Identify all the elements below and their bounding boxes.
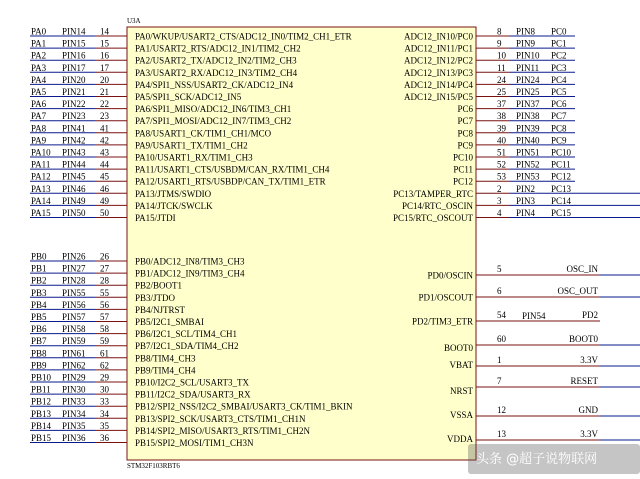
pin-function-PC1: ADC12_IN11/PC1 bbox=[404, 43, 473, 54]
pin-function-PC12: PC12 bbox=[452, 176, 473, 187]
net-label-PA1: PA1 bbox=[31, 38, 47, 49]
pin-function-PB14: PB14/SPI2_MISO/USART3_RTS/TIM1_CH2N bbox=[135, 425, 310, 436]
pin-function-PC4: ADC12_IN14/PC4 bbox=[403, 79, 473, 90]
pin-number-30: 30 bbox=[100, 384, 109, 395]
net-label-GND: GND bbox=[578, 405, 598, 415]
pin-name-PIN9: PIN9 bbox=[516, 38, 536, 49]
pin-function-PC15: PC15/RTC_OSCOUT bbox=[393, 213, 473, 223]
pin-number-26: 26 bbox=[100, 251, 109, 262]
net-label-3.3V: 3.3V bbox=[580, 355, 598, 365]
pin-number-36: 36 bbox=[100, 433, 109, 443]
pin-number-39: 39 bbox=[497, 123, 506, 134]
pin-name-PIN40: PIN40 bbox=[516, 135, 540, 146]
pin-number-25: 25 bbox=[497, 87, 506, 97]
pin-number-56: 56 bbox=[100, 299, 109, 310]
pin-number-44: 44 bbox=[100, 159, 109, 170]
net-label-PB2: PB2 bbox=[31, 275, 47, 286]
pin-function-PC2: ADC12_IN12/PC2 bbox=[403, 55, 473, 66]
pin-name-PIN58: PIN58 bbox=[62, 324, 86, 335]
pin-number-3: 3 bbox=[497, 195, 502, 206]
pin-name-PIN30: PIN30 bbox=[62, 384, 86, 395]
pin-number-14: 14 bbox=[100, 26, 109, 37]
pin-number-9: 9 bbox=[497, 38, 502, 49]
pin-number-37: 37 bbox=[497, 99, 506, 110]
pin-number-42: 42 bbox=[100, 135, 109, 146]
net-label-PA12: PA12 bbox=[31, 171, 51, 182]
pin-function-PA10: PA10/USART1_RX/TIM1_CH3 bbox=[135, 152, 253, 163]
pin-number-41: 41 bbox=[100, 123, 109, 134]
net-label-PC3: PC3 bbox=[551, 62, 567, 73]
pin-function-PC9: PC9 bbox=[457, 140, 473, 151]
net-label-PB5: PB5 bbox=[31, 312, 47, 322]
pin-name-PIN2: PIN2 bbox=[516, 183, 536, 194]
pin-function-PC6: PC6 bbox=[457, 104, 473, 115]
pin-name-PIN34: PIN34 bbox=[62, 408, 86, 419]
net-label-OSC_IN: OSC_IN bbox=[566, 264, 598, 274]
pin-name-PIN37: PIN37 bbox=[516, 99, 540, 110]
chip-ref: U3A bbox=[127, 17, 141, 25]
pin-name-PIN52: PIN52 bbox=[516, 159, 540, 170]
net-label-PB10: PB10 bbox=[31, 372, 52, 383]
net-label-PA2: PA2 bbox=[31, 50, 47, 61]
pin-number-2: 2 bbox=[497, 183, 502, 194]
pin-function-PA13: PA13/JTMS/SWDIO bbox=[135, 188, 212, 199]
pin-function-PC11: PC11 bbox=[453, 164, 473, 175]
net-label-PC0: PC0 bbox=[551, 26, 567, 37]
pin-number-8: 8 bbox=[497, 26, 502, 37]
pin-number-11: 11 bbox=[497, 62, 506, 73]
net-label-PA8: PA8 bbox=[31, 123, 47, 134]
net-label-PA11: PA11 bbox=[31, 159, 51, 170]
pin-name-PIN29: PIN29 bbox=[62, 372, 86, 383]
pin-function-PA14: PA14/JTCK/SWCLK bbox=[135, 200, 213, 211]
pin-name-PIN8: PIN8 bbox=[516, 26, 536, 37]
pin-number-1: 1 bbox=[497, 355, 502, 365]
pin-number-28: 28 bbox=[100, 275, 109, 286]
pin-number-35: 35 bbox=[100, 420, 109, 431]
pin-function-PB9: PB9/TIM4_CH4 bbox=[135, 365, 196, 376]
net-label-PC4: PC4 bbox=[551, 74, 567, 85]
pin-name-PIN59: PIN59 bbox=[62, 336, 86, 347]
pin-name-PIN43: PIN43 bbox=[62, 147, 86, 158]
pin-number-33: 33 bbox=[100, 396, 109, 407]
net-label-PB15: PB15 bbox=[31, 433, 52, 443]
pin-function-OSC_OUT: PD1/OSCOUT bbox=[418, 292, 473, 303]
pin-name-PIN49: PIN49 bbox=[62, 195, 86, 206]
pin-name-PIN41: PIN41 bbox=[62, 123, 86, 134]
pin-number-49: 49 bbox=[100, 195, 109, 206]
chip-part: STM32F103RBT6 bbox=[127, 462, 180, 470]
net-label-PA4: PA4 bbox=[31, 74, 47, 85]
pin-name-PIN33: PIN33 bbox=[62, 396, 86, 407]
pin-name-PIN55: PIN55 bbox=[62, 287, 86, 298]
pin-number-7: 7 bbox=[497, 376, 502, 386]
net-label-PA13: PA13 bbox=[31, 183, 51, 194]
pin-function-PA4: PA4/SPI1_NSS/USART2_CK/ADC12_IN4 bbox=[135, 79, 294, 90]
pin-function-PA2: PA2/USART2_TX/ADC12_IN2/TIM2_CH3 bbox=[135, 55, 297, 66]
pin-name-PIN36: PIN36 bbox=[62, 433, 86, 443]
net-label-PC11: PC11 bbox=[551, 159, 571, 170]
net-label-PC2: PC2 bbox=[551, 50, 567, 61]
pin-name-PIN27: PIN27 bbox=[62, 263, 86, 274]
net-label-PC1: PC1 bbox=[551, 38, 567, 49]
pin-function-PB13: PB13/SPI2_SCK/USART3_CTS/TIM1_CH1N bbox=[135, 413, 306, 424]
net-label-PC7: PC7 bbox=[551, 111, 567, 122]
net-label-PB0: PB0 bbox=[31, 251, 47, 262]
net-label-PC5: PC5 bbox=[551, 87, 567, 97]
net-label-PB12: PB12 bbox=[31, 396, 52, 407]
net-label-PB6: PB6 bbox=[31, 324, 47, 335]
pin-number-43: 43 bbox=[100, 147, 109, 158]
net-label-PB11: PB11 bbox=[31, 384, 51, 395]
net-label-PA7: PA7 bbox=[31, 111, 47, 122]
pin-function-PB12: PB12/SPI2_NSS/I2C2_SMBAI/USART3_CK/TIM1_BKIN bbox=[135, 401, 353, 412]
pin-number-51: 51 bbox=[497, 147, 506, 158]
pin-name-PIN56: PIN56 bbox=[62, 299, 86, 310]
pin-number-22: 22 bbox=[100, 99, 109, 110]
pin-number-34: 34 bbox=[100, 408, 109, 419]
pin-number-53: 53 bbox=[497, 171, 506, 182]
net-label-PC9: PC9 bbox=[551, 135, 567, 146]
pin-number-45: 45 bbox=[100, 171, 109, 182]
pin-function-PA8: PA8/USART1_CK/TIM1_CH1/MCO bbox=[135, 128, 272, 139]
pin-name-PIN46: PIN46 bbox=[62, 183, 86, 194]
net-label-PC13: PC13 bbox=[551, 183, 572, 194]
net-label-PD2: PD2 bbox=[581, 310, 598, 320]
net-label-PC12: PC12 bbox=[551, 171, 572, 182]
pin-function-PC14: PC14/RTC_OSCIN bbox=[402, 200, 473, 211]
watermark-text: 头条 @超子说物联网 bbox=[476, 452, 598, 467]
pin-function-PB4: PB4/NJTRST bbox=[135, 304, 186, 315]
pin-number-10: 10 bbox=[497, 50, 506, 61]
pin-function-PA9: PA9/USART1_TX/TIM1_CH2 bbox=[135, 140, 248, 151]
net-label-PA10: PA10 bbox=[31, 147, 51, 158]
pin-number-20: 20 bbox=[100, 74, 109, 85]
pin-function-PB7: PB7/I2C1_SDA/TIM4_CH2 bbox=[135, 341, 239, 352]
pin-number-60: 60 bbox=[497, 334, 506, 344]
pin-number-58: 58 bbox=[100, 324, 109, 335]
pin-number-23: 23 bbox=[100, 111, 109, 122]
pin-name-PIN11: PIN11 bbox=[516, 62, 540, 73]
net-label-BOOT0: BOOT0 bbox=[569, 334, 598, 344]
pin-number-17: 17 bbox=[100, 62, 109, 73]
pin-name-PIN61: PIN61 bbox=[62, 348, 86, 359]
pin-name-PIN25: PIN25 bbox=[516, 87, 540, 97]
pin-function-PA5: PA5/SPI1_SCK/ADC12_IN5 bbox=[135, 92, 242, 102]
pin-number-40: 40 bbox=[497, 135, 506, 146]
net-label-PA6: PA6 bbox=[31, 99, 47, 110]
pin-function-PC7: PC7 bbox=[457, 116, 473, 127]
pin-name-PIN57: PIN57 bbox=[62, 312, 86, 322]
pin-function-OSC_IN: PD0/OSCIN bbox=[427, 270, 473, 281]
pin-function-PB11: PB11/I2C2_SDA/USART3_RX bbox=[135, 389, 251, 400]
pin-number-46: 46 bbox=[100, 183, 109, 194]
watermark bbox=[468, 444, 640, 474]
pin-function-PA0: PA0/WKUP/USART2_CTS/ADC12_IN0/TIM2_CH1_ETR bbox=[135, 31, 352, 42]
pin-function-PB3: PB3/JTDO bbox=[135, 292, 176, 303]
pin-function-PA12: PA12/USART1_RTS/USBDP/CAN_TX/TIM1_ETR bbox=[135, 176, 326, 187]
net-label-PC14: PC14 bbox=[551, 195, 572, 206]
pin-name-PIN4: PIN4 bbox=[516, 208, 536, 218]
pin-function-PA11: PA11/USART1_CTS/USBDM/CAN_RX/TIM1_CH4 bbox=[135, 164, 330, 175]
net-label-PA5: PA5 bbox=[31, 87, 47, 97]
pin-number-61: 61 bbox=[100, 348, 109, 359]
net-label-PB14: PB14 bbox=[31, 420, 52, 431]
net-label-3.3V: 3.3V bbox=[580, 429, 598, 439]
pin-name-PIN20: PIN20 bbox=[62, 74, 86, 85]
pin-name-PIN42: PIN42 bbox=[62, 135, 86, 146]
pin-number-54: 54 bbox=[497, 310, 506, 320]
pin-function-PC13: PC13/TAMPER_RTC bbox=[393, 188, 473, 199]
pin-function-PA7: PA7/SPI1_MOSI/ADC12_IN7/TIM3_CH2 bbox=[135, 116, 292, 127]
pin-name-PIN62: PIN62 bbox=[62, 360, 86, 371]
pin-function-PB8: PB8/TIM4_CH3 bbox=[135, 353, 196, 364]
pin-name-PIN22: PIN22 bbox=[62, 99, 86, 110]
net-label-PC8: PC8 bbox=[551, 123, 567, 134]
pin-number-62: 62 bbox=[100, 360, 109, 371]
net-label-PC10: PC10 bbox=[551, 147, 572, 158]
pin-function-PC0: ADC12_IN10/PC0 bbox=[403, 31, 473, 42]
pin-name-PIN10: PIN10 bbox=[516, 50, 540, 61]
pin-number-4: 4 bbox=[497, 208, 502, 218]
pin-name-PIN39: PIN39 bbox=[516, 123, 540, 134]
net-label-PB8: PB8 bbox=[31, 348, 47, 359]
pin-name-PIN15: PIN15 bbox=[62, 38, 86, 49]
pin-function-PB2: PB2/BOOT1 bbox=[135, 280, 183, 291]
pin-function-PB5: PB5/I2C1_SMBAI bbox=[135, 317, 205, 327]
pin-function-PC8: PC8 bbox=[457, 128, 473, 139]
pin-number-15: 15 bbox=[100, 38, 109, 49]
net-label-PA15: PA15 bbox=[31, 208, 51, 218]
pin-name-PIN17: PIN17 bbox=[62, 62, 86, 73]
pin-number-57: 57 bbox=[100, 312, 109, 322]
net-label-PB1: PB1 bbox=[31, 263, 47, 274]
pin-function-3.3V: VBAT bbox=[449, 360, 473, 370]
pin-number-29: 29 bbox=[100, 372, 109, 383]
pin-name-PIN53: PIN53 bbox=[516, 171, 540, 182]
pin-function-PB10: PB10/I2C2_SCL/USART3_TX bbox=[135, 377, 249, 388]
pin-name-PIN51: PIN51 bbox=[516, 147, 540, 158]
net-label-PB9: PB9 bbox=[31, 360, 47, 371]
pin-name-PIN50: PIN50 bbox=[62, 208, 86, 218]
pin-name-PIN26: PIN26 bbox=[62, 251, 86, 262]
pin-name-PIN44: PIN44 bbox=[62, 159, 86, 170]
pin-name-PIN14: PIN14 bbox=[62, 26, 86, 37]
pin-name-PIN3: PIN3 bbox=[516, 195, 536, 206]
pin-function-GND: VSSA bbox=[449, 410, 473, 420]
pin-number-5: 5 bbox=[497, 264, 502, 274]
pin-function-BOOT0: BOOT0 bbox=[444, 343, 473, 353]
pin-number-16: 16 bbox=[100, 50, 109, 61]
net-label-PA0: PA0 bbox=[31, 26, 47, 37]
net-label-OSC_OUT: OSC_OUT bbox=[557, 286, 598, 296]
pin-number-13: 13 bbox=[497, 429, 506, 439]
pin-function-PA3: PA3/USART2_RX/ADC12_IN3/TIM2_CH4 bbox=[135, 67, 298, 78]
pin-name-PIN54: PIN54 bbox=[522, 311, 546, 321]
pin-number-55: 55 bbox=[100, 287, 109, 298]
pin-function-PB15: PB15/SPI2_MOSI/TIM1_CH3N bbox=[135, 438, 254, 448]
pin-function-PB0: PB0/ADC12_IN8/TIM3_CH3 bbox=[135, 256, 245, 267]
pin-function-PA1: PA1/USART2_RTS/ADC12_IN1/TIM2_CH2 bbox=[135, 43, 301, 54]
net-label-PC6: PC6 bbox=[551, 99, 567, 110]
pin-number-59: 59 bbox=[100, 336, 109, 347]
pin-function-PA15: PA15/JTDI bbox=[135, 213, 176, 223]
pin-number-21: 21 bbox=[100, 87, 109, 97]
pin-function-PB6: PB6/I2C1_SCL/TIM4_CH1 bbox=[135, 329, 238, 340]
pin-function-PC10: PC10 bbox=[452, 152, 473, 163]
pin-number-24: 24 bbox=[497, 74, 506, 85]
pin-name-PIN21: PIN21 bbox=[62, 87, 86, 97]
pin-name-PIN24: PIN24 bbox=[516, 74, 540, 85]
net-label-PC15: PC15 bbox=[551, 208, 572, 218]
net-label-PA3: PA3 bbox=[31, 62, 47, 73]
pin-name-PIN16: PIN16 bbox=[62, 50, 86, 61]
pin-function-PD2: PD2/TIM3_ETR bbox=[411, 316, 473, 327]
net-label-PA14: PA14 bbox=[31, 195, 51, 206]
pin-name-PIN45: PIN45 bbox=[62, 171, 86, 182]
net-label-PA9: PA9 bbox=[31, 135, 47, 146]
pin-name-PIN38: PIN38 bbox=[516, 111, 540, 122]
pin-number-6: 6 bbox=[497, 286, 502, 296]
pin-function-PB1: PB1/ADC12_IN9/TIM3_CH4 bbox=[135, 268, 245, 279]
net-label-RESET: RESET bbox=[570, 376, 598, 386]
pin-name-PIN23: PIN23 bbox=[62, 111, 86, 122]
pin-name-PIN35: PIN35 bbox=[62, 420, 86, 431]
pin-number-50: 50 bbox=[100, 208, 109, 218]
pin-function-RESET: NRST bbox=[449, 386, 473, 396]
pin-number-12: 12 bbox=[497, 405, 506, 415]
net-label-PB4: PB4 bbox=[31, 299, 47, 310]
pin-function-PC5: ADC12_IN15/PC5 bbox=[403, 92, 473, 102]
pin-function-PA6: PA6/SPI1_MISO/ADC12_IN6/TIM3_CH1 bbox=[135, 104, 292, 115]
pin-number-38: 38 bbox=[497, 111, 506, 122]
pin-function-3.3V: VDDA bbox=[447, 434, 473, 444]
pin-number-27: 27 bbox=[100, 263, 109, 274]
pin-number-52: 52 bbox=[497, 159, 506, 170]
net-label-PB13: PB13 bbox=[31, 408, 52, 419]
pin-function-PC3: ADC12_IN13/PC3 bbox=[403, 67, 473, 78]
pin-name-PIN28: PIN28 bbox=[62, 275, 86, 286]
net-label-PB3: PB3 bbox=[31, 287, 47, 298]
net-label-PB7: PB7 bbox=[31, 336, 47, 347]
